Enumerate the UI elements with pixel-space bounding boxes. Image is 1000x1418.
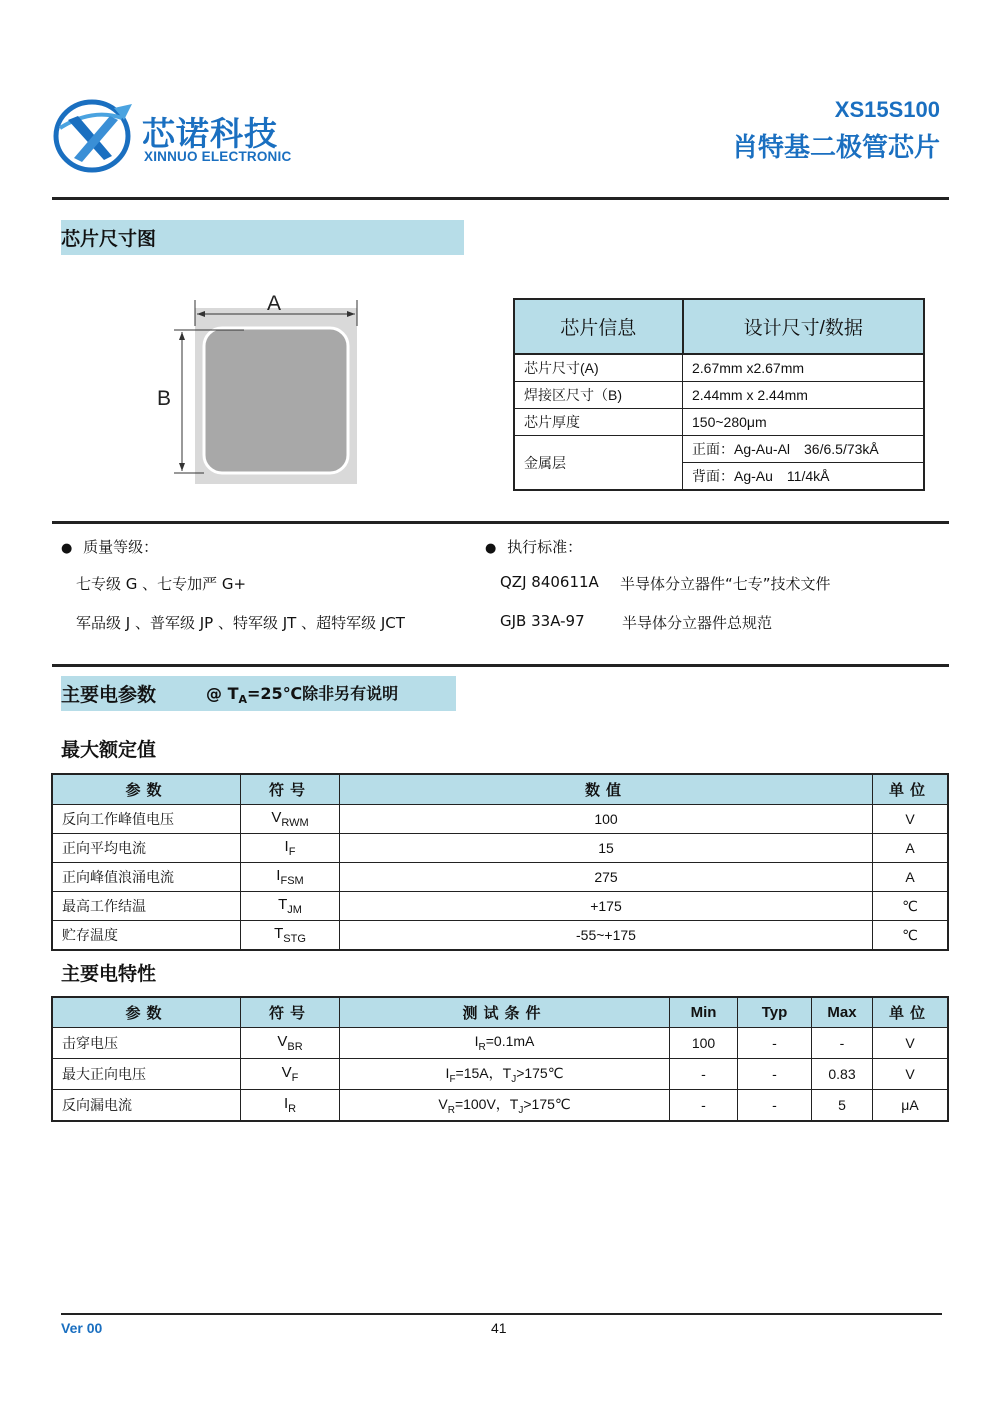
- param-cell: 反向漏电流: [52, 1090, 241, 1122]
- table-row: [52, 834, 948, 863]
- section-divider: [52, 664, 949, 667]
- quality-line: 军品级 J 、普军级 JP 、特军级 JT 、超特军级 JCT: [76, 614, 405, 632]
- param-cell: 最高工作结温: [52, 892, 241, 921]
- max-cell: -: [812, 1028, 873, 1059]
- col-header-symbol: 符号: [241, 997, 340, 1028]
- typ-cell: -: [738, 1059, 812, 1090]
- chip-info-table: [513, 298, 925, 491]
- table-row: [52, 863, 948, 892]
- col-header-condition: 测试条件: [340, 997, 670, 1028]
- info-header-name: 芯片信息: [514, 299, 683, 354]
- info-cell-value: 2.44mm x 2.44mm: [683, 382, 925, 409]
- footer-divider: [61, 1313, 942, 1315]
- characteristics-table: [51, 996, 949, 1122]
- condition-cell: $I_F=15A$，$T_J>175℃$: [340, 1059, 670, 1090]
- col-header-param: 参数: [52, 774, 241, 805]
- min-cell: -: [670, 1059, 738, 1090]
- info-cell-value: 2.67mm x2.67mm: [683, 354, 925, 382]
- col-header-max: Max: [812, 997, 873, 1028]
- electrical-condition: @ $T_A=25℃$除非另有说明: [206, 683, 399, 707]
- quality-line: 七专级 G 、七专加严 G+: [76, 575, 247, 593]
- symbol-cell: $V_F$: [241, 1059, 340, 1090]
- standard-desc: 半导体分立器件“七专”技术文件: [620, 575, 831, 593]
- quality-heading: [61, 536, 158, 557]
- unit-cell: μA: [873, 1090, 949, 1122]
- brand-name-cn: 芯诺科技: [142, 114, 278, 153]
- col-header-unit: 单位: [873, 774, 949, 805]
- table-row: [52, 921, 948, 951]
- symbol-cell: $I_{FSM}$: [241, 863, 340, 892]
- unit-cell: ℃: [873, 892, 949, 921]
- table-row: [514, 436, 924, 463]
- unit-cell: V: [873, 1028, 949, 1059]
- symbol-cell: $V_{RWM}$: [241, 805, 340, 834]
- table-row: [52, 1090, 948, 1122]
- max-cell: 5: [812, 1090, 873, 1122]
- col-header-param: 参数: [52, 997, 241, 1028]
- standard-code: QZJ 840611A: [500, 573, 599, 591]
- symbol-cell: $I_R$: [241, 1090, 340, 1122]
- info-header-value: 设计尺寸/数据: [683, 299, 925, 354]
- param-cell: 最大正向电压: [52, 1059, 241, 1090]
- bullet-icon: ●: [485, 541, 497, 556]
- max-ratings-title: 最大额定值: [61, 739, 157, 761]
- symbol-cell: $I_F$: [241, 834, 340, 863]
- unit-cell: ℃: [873, 921, 949, 951]
- execution-title: 执行标准：: [507, 538, 583, 556]
- param-cell: 反向工作峰值电压: [52, 805, 241, 834]
- condition-cell: $I_R=0.1mA$: [340, 1028, 670, 1059]
- electrical-title: 主要电参数: [61, 684, 157, 706]
- value-cell: 275: [340, 863, 873, 892]
- info-cell-name: 焊接区尺寸（B): [514, 382, 683, 409]
- col-header-value: 数值: [340, 774, 873, 805]
- value-cell: +175: [340, 892, 873, 921]
- symbol-cell: $T_{STG}$: [241, 921, 340, 951]
- unit-cell: A: [873, 863, 949, 892]
- param-cell: 正向平均电流: [52, 834, 241, 863]
- electrical-band: [61, 676, 456, 711]
- info-cell-value: 背面：Ag-Au 11/4kÅ: [683, 463, 925, 491]
- execution-heading: [485, 536, 582, 557]
- value-cell: 100: [340, 805, 873, 834]
- table-row: [52, 892, 948, 921]
- part-description: 肖特基二极管芯片: [731, 133, 940, 163]
- characteristics-title: 主要电特性: [61, 963, 157, 985]
- dimension-label-b: B: [156, 387, 172, 410]
- info-cell-name: 芯片厚度: [514, 409, 683, 436]
- min-cell: 100: [670, 1028, 738, 1059]
- brand-name-en: XINNUO ELECTRONIC: [144, 149, 292, 164]
- max-ratings-table: [51, 773, 949, 951]
- info-cell-name: 金属层: [514, 436, 683, 491]
- param-cell: 正向峰值浪涌电流: [52, 863, 241, 892]
- part-number: XS15S100: [834, 97, 940, 122]
- unit-cell: A: [873, 834, 949, 863]
- unit-cell: V: [873, 805, 949, 834]
- unit-cell: V: [873, 1059, 949, 1090]
- col-header-symbol: 符号: [241, 774, 340, 805]
- standard-desc: 半导体分立器件总规范: [622, 614, 773, 632]
- value-cell: 15: [340, 834, 873, 863]
- quality-title: 质量等级：: [83, 538, 159, 556]
- table-row: [52, 1028, 948, 1059]
- standard-code: GJB 33A-97: [500, 612, 585, 630]
- info-cell-value: 正面：Ag-Au-Al 36/6.5/73kÅ: [683, 436, 925, 463]
- col-header-typ: Typ: [738, 997, 812, 1028]
- symbol-cell: $T_{JM}$: [241, 892, 340, 921]
- min-cell: -: [670, 1090, 738, 1122]
- chip-dimension-drawing: [148, 286, 368, 486]
- info-cell-value: 150~280μm: [683, 409, 925, 436]
- table-row: [514, 409, 924, 436]
- table-row: [514, 382, 924, 409]
- typ-cell: -: [738, 1090, 812, 1122]
- param-cell: 击穿电压: [52, 1028, 241, 1059]
- section-divider: [52, 521, 949, 524]
- param-cell: 贮存温度: [52, 921, 241, 951]
- table-row: [52, 805, 948, 834]
- xinnuo-logo-icon: [52, 98, 134, 174]
- typ-cell: -: [738, 1028, 812, 1059]
- dimension-label-a: A: [266, 292, 282, 315]
- table-row: [514, 354, 924, 382]
- table-row: [52, 1059, 948, 1090]
- page-number: 41: [491, 1320, 507, 1336]
- max-cell: 0.83: [812, 1059, 873, 1090]
- value-cell: -55~+175: [340, 921, 873, 951]
- footer-version: Ver 00: [61, 1320, 103, 1336]
- symbol-cell: $V_{BR}$: [241, 1028, 340, 1059]
- col-header-min: Min: [670, 997, 738, 1028]
- header-divider: [52, 197, 949, 200]
- chip-size-title: 芯片尺寸图: [61, 228, 157, 250]
- info-cell-name: 芯片尺寸(A): [514, 354, 683, 382]
- col-header-unit: 单位: [873, 997, 949, 1028]
- bullet-icon: ●: [61, 541, 73, 556]
- condition-cell: $V_R=100V$，$T_J>175℃$: [340, 1090, 670, 1122]
- chip-size-band: [61, 220, 464, 255]
